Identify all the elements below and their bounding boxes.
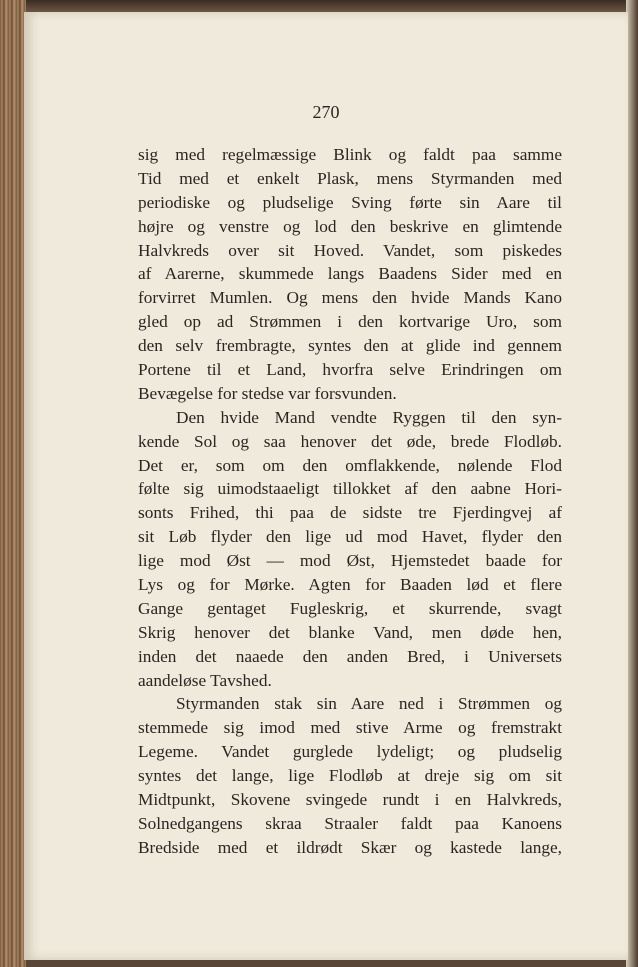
text-line: højre og venstre og lod den beskrive en glimtende (138, 216, 562, 236)
text-line: Solnedgangens skraa Straaler faldt paa Kanoens (138, 813, 562, 833)
book-top-edge (0, 0, 638, 12)
text-line: forvirret Mumlen. Og mens den hvide Mands Kano (138, 288, 562, 308)
text-line: sig med regelmæssige Blink og faldt paa samme (138, 145, 562, 164)
text-line: lige mod Øst — mod Øst, Hjemstedet baade for (138, 551, 562, 571)
text-line: inden det naaede den anden Bred, i Universets (138, 646, 562, 666)
text-line: følte sig uimodstaaeligt tillokket af den aabne Hori- (138, 479, 562, 499)
text-line: Halvkreds over sit Hoved. Vandet, som piskedes (138, 240, 562, 260)
text-line: Legeme. Vandet gurglede lydeligt; og pludselig (138, 742, 562, 762)
text-line: Midtpunkt, Skovene svingede rundt i en Halvkreds, (138, 790, 562, 810)
text-line: Den hvide Mand vendte Ryggen til den syn- (176, 407, 562, 427)
text-line: periodiske og pludselige Sving førte sin Aare til (138, 192, 562, 212)
text-line: aandeløse Tavshed. (138, 670, 272, 690)
text-line: Lys og for Mørke. Agten for Baaden lød et flere (138, 575, 562, 595)
text-line: sit Løb flyder den lige ud mod Havet, flyder den (138, 527, 562, 547)
text-line: Tid med et enkelt Plask, mens Styrmanden med (138, 168, 562, 188)
book-page (24, 12, 628, 960)
text-line: den selv frembragte, syntes den at glide ind gennem (138, 336, 562, 356)
text-line: Det er, som om den omflakkende, nølende Flod (138, 455, 562, 475)
text-line: Bredside med et ildrødt Skær og kastede lange, (138, 837, 562, 857)
text-line: Gange gentaget Fugleskrig, et skurrende, svagt (138, 598, 562, 618)
paragraph (138, 143, 562, 406)
book-spine-edge (0, 0, 26, 967)
text-line: sonts Frihed, thi paa de sidste tre Fjerdingvej af (138, 503, 562, 523)
text-line: kende Sol og saa henover det øde, brede Flodløb. (138, 431, 562, 451)
text-line: Bevægelse for stedse var forsvunden. (138, 383, 397, 403)
text-line: syntes det lange, lige Flodløb at dreje sig om sit (138, 766, 562, 786)
text-line: Styrmanden stak sin Aare ned i Strømmen og (176, 694, 562, 714)
paragraph (138, 406, 562, 693)
page-number: 270 (312, 102, 340, 122)
text-line: Skrig henover det blanke Vand, men døde hen, (138, 622, 562, 642)
text-line: Portene til et Land, hvorfra selve Erindringen om (138, 360, 562, 380)
text-line: stemmede sig imod med stive Arme og fremstrakt (138, 718, 562, 738)
text-line: af Aarerne, skummede langs Baadens Sider med en (138, 264, 562, 284)
text-line: gled op ad Strømmen i den kortvarige Uro, som (138, 312, 562, 332)
body-text (138, 143, 562, 860)
paragraph (138, 692, 562, 859)
